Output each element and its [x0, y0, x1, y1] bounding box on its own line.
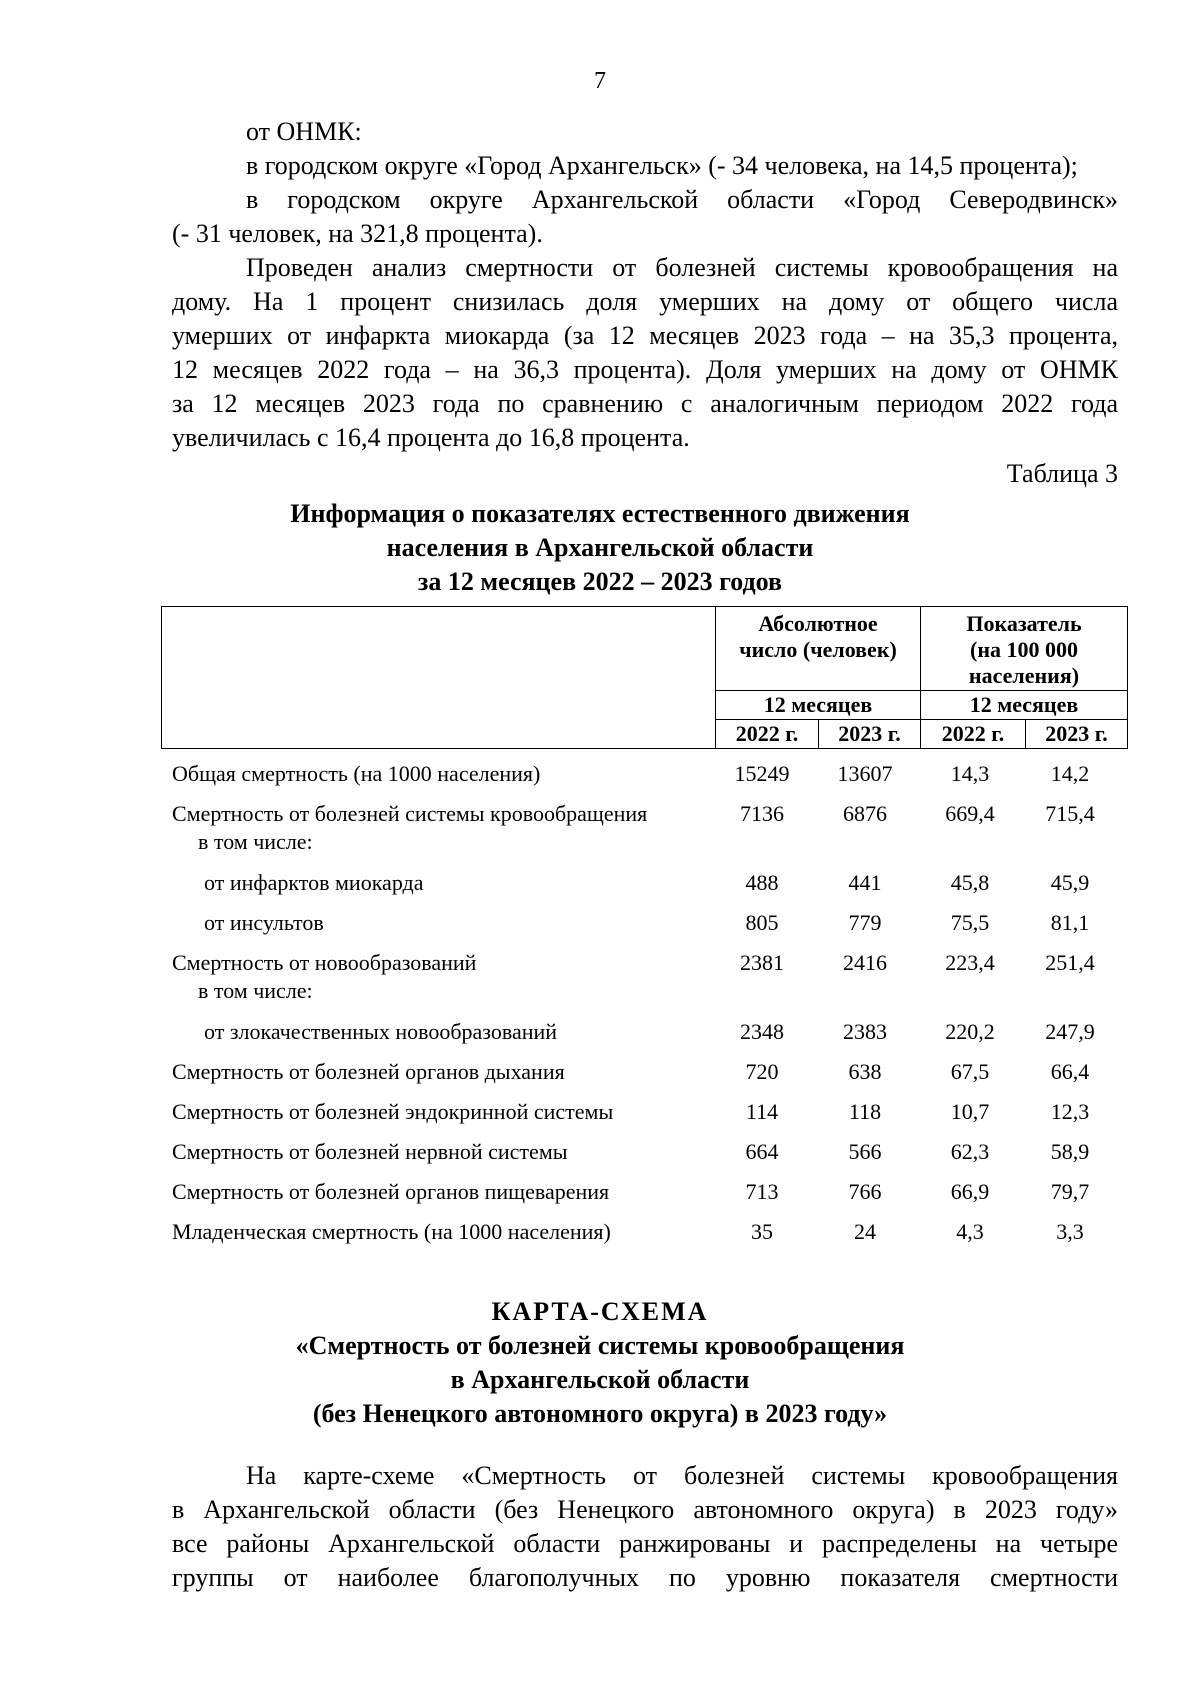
- cell-total-2022-rate: 14,3: [950, 761, 990, 786]
- row-label-myocardial: от инфарктов миокарда: [204, 870, 424, 895]
- table-header: [161, 606, 1128, 749]
- cell-infant-2023-rate: 3,3: [1056, 1219, 1084, 1244]
- cell-neoplasms-2022-rate: 223,4: [945, 950, 995, 975]
- cell-respiratory-2022-abs: 720: [745, 1059, 779, 1084]
- cell-circulatory-2023-abs: 6876: [843, 801, 887, 826]
- row-label-circulatory-sub: в том числе:: [198, 829, 313, 854]
- row-label-total-mortality: Общая смертность (на 1000 населения): [172, 761, 541, 786]
- paragraph1-line-3: умерших от инфаркта миокарда (за 12 месяцев 2023 года – на 35,3 процента,: [172, 321, 1118, 350]
- cell-malignant-2022-rate: 220,2: [945, 1019, 995, 1044]
- cell-nervous-2023-rate: 58,9: [1050, 1139, 1090, 1164]
- cell-infant-2023-abs: 24: [854, 1219, 876, 1244]
- cell-stroke-2023-abs: 779: [848, 910, 882, 935]
- paragraph2-line-2: в Архангельской области (без Ненецкого автономного округа) в 2023 году»: [172, 1495, 1118, 1524]
- cell-nervous-2023-abs: 566: [848, 1139, 882, 1164]
- cell-infant-2022-abs: 35: [751, 1219, 773, 1244]
- cell-malignant-2023-rate: 247,9: [1045, 1019, 1095, 1044]
- year-2022-rate: 2022 г.: [921, 720, 1026, 749]
- cell-malignant-2022-abs: 2348: [740, 1019, 784, 1044]
- cell-stroke-2022-rate: 75,5: [950, 910, 990, 935]
- header-empty-cell: [162, 607, 716, 749]
- page-number: 7: [594, 68, 606, 94]
- cell-respiratory-2023-abs: 638: [848, 1059, 882, 1084]
- row-label-neoplasms-sub: в том числе:: [198, 978, 313, 1003]
- row-label-circulatory-text: Смертность от болезней системы кровообращения: [172, 801, 648, 826]
- cell-digestive-2022-rate: 66,9: [950, 1179, 990, 1204]
- header-rate-line-2: (на 100 000: [970, 637, 1079, 662]
- cell-endocrine-2022-rate: 10,7: [950, 1099, 990, 1124]
- cell-myocardial-2023-abs: 441: [848, 870, 882, 895]
- header-absolute-line-2: число (человек): [739, 637, 897, 662]
- table-title-line-3: за 12 месяцев 2022 – 2023 годов: [417, 567, 783, 596]
- map-heading: КАРТА-СХЕМА: [491, 1297, 709, 1326]
- header-absolute: [716, 607, 921, 691]
- map-title-line-1: «Смертность от болезней системы кровообращения: [295, 1331, 905, 1360]
- cell-circulatory-2022-rate: 669,4: [945, 801, 995, 826]
- paragraph1-line-4: 12 месяцев 2022 года – на 36,3 процента). Доля умерших на дому от ОНМК: [172, 355, 1118, 384]
- cell-total-2023-abs: 13607: [837, 761, 893, 786]
- cell-digestive-2023-abs: 766: [848, 1179, 882, 1204]
- row-label-infant: Младенческая смертность (на 1000 населения): [172, 1219, 611, 1244]
- row-label-stroke: от инсультов: [204, 910, 324, 935]
- intro-line-1: от ОНМК:: [246, 117, 362, 146]
- cell-respiratory-2023-rate: 66,4: [1050, 1059, 1090, 1084]
- header-rate-line-3: населения): [968, 663, 1080, 688]
- cell-endocrine-2022-abs: 114: [745, 1099, 779, 1124]
- row-label-respiratory: Смертность от болезней органов дыхания: [172, 1059, 565, 1084]
- map-title-line-3: (без Ненецкого автономного округа) в 2023 году»: [312, 1399, 888, 1428]
- paragraph2-line-4: группы от наиболее благополучных по уровню показателя смертности: [172, 1563, 1118, 1592]
- intro-line-2: в городском округе «Город Архангельск» (- 34 человека, на 14,5 процента);: [246, 151, 1078, 180]
- cell-stroke-2022-abs: 805: [745, 910, 779, 935]
- table-title-line-1: Информация о показателях естественного движения: [290, 499, 910, 528]
- row-label-neoplasms: [172, 949, 702, 1005]
- table-title-line-2: населения в Архангельской области: [386, 533, 814, 562]
- row-label-endocrine: Смертность от болезней эндокринной системы: [172, 1099, 614, 1124]
- paragraph2-line-1: На карте-схеме «Смертность от болезней системы кровообращения: [246, 1461, 1118, 1490]
- map-title-line-2: в Архангельской области: [450, 1365, 750, 1394]
- header-rate: [921, 607, 1128, 691]
- period-label-2: 12 месяцев: [921, 691, 1128, 720]
- year-2023-rate: 2023 г.: [1026, 720, 1128, 749]
- paragraph1-line-1: Проведен анализ смертности от болезней системы кровообращения на: [246, 253, 1118, 282]
- paragraph1-line-6: увеличилась с 16,4 процента до 16,8 процента.: [172, 423, 690, 452]
- paragraph1-line-2: дому. На 1 процент снизилась доля умерших на дому от общего числа: [172, 287, 1118, 316]
- cell-neoplasms-2023-abs: 2416: [843, 950, 887, 975]
- cell-digestive-2023-rate: 79,7: [1050, 1179, 1090, 1204]
- cell-myocardial-2022-abs: 488: [745, 870, 779, 895]
- intro-line-3: в городском округе Архангельской области «Город Северодвинск»: [246, 185, 1118, 214]
- period-label-1: 12 месяцев: [716, 691, 921, 720]
- cell-digestive-2022-abs: 713: [745, 1179, 779, 1204]
- year-2023-absolute: 2023 г.: [819, 720, 921, 749]
- cell-myocardial-2022-rate: 45,8: [950, 870, 990, 895]
- header-absolute-line-1: Абсолютное: [758, 611, 878, 636]
- row-label-nervous: Смертность от болезней нервной системы: [172, 1139, 568, 1164]
- row-label-circulatory: [172, 800, 702, 856]
- cell-stroke-2023-rate: 81,1: [1050, 910, 1090, 935]
- table-label: Таблица 3: [1006, 459, 1118, 488]
- header-rate-line-1: Показатель: [966, 611, 1082, 636]
- cell-respiratory-2022-rate: 67,5: [950, 1059, 990, 1084]
- cell-nervous-2022-rate: 62,3: [950, 1139, 990, 1164]
- cell-total-2023-rate: 14,2: [1050, 761, 1090, 786]
- cell-malignant-2023-abs: 2383: [843, 1019, 887, 1044]
- cell-circulatory-2023-rate: 715,4: [1045, 801, 1095, 826]
- row-label-malignant: от злокачественных новообразований: [204, 1019, 558, 1044]
- paragraph2-line-3: все районы Архангельской области ранжированы и распределены на четыре: [172, 1529, 1118, 1558]
- cell-circulatory-2022-abs: 7136: [740, 801, 784, 826]
- row-label-digestive: Смертность от болезней органов пищеварения: [172, 1179, 610, 1204]
- cell-endocrine-2023-rate: 12,3: [1050, 1099, 1090, 1124]
- intro-line-4: (- 31 человек, на 321,8 процента).: [172, 219, 543, 248]
- cell-endocrine-2023-abs: 118: [848, 1099, 882, 1124]
- cell-total-2022-abs: 15249: [734, 761, 790, 786]
- cell-infant-2022-rate: 4,3: [956, 1219, 984, 1244]
- cell-nervous-2022-abs: 664: [745, 1139, 779, 1164]
- cell-neoplasms-2022-abs: 2381: [740, 950, 784, 975]
- row-label-neoplasms-text: Смертность от новообразований: [172, 950, 477, 975]
- cell-neoplasms-2023-rate: 251,4: [1045, 950, 1095, 975]
- paragraph1-line-5: за 12 месяцев 2023 года по сравнению с аналогичным периодом 2022 года: [172, 389, 1118, 418]
- cell-myocardial-2023-rate: 45,9: [1050, 870, 1090, 895]
- year-2022-absolute: 2022 г.: [716, 720, 819, 749]
